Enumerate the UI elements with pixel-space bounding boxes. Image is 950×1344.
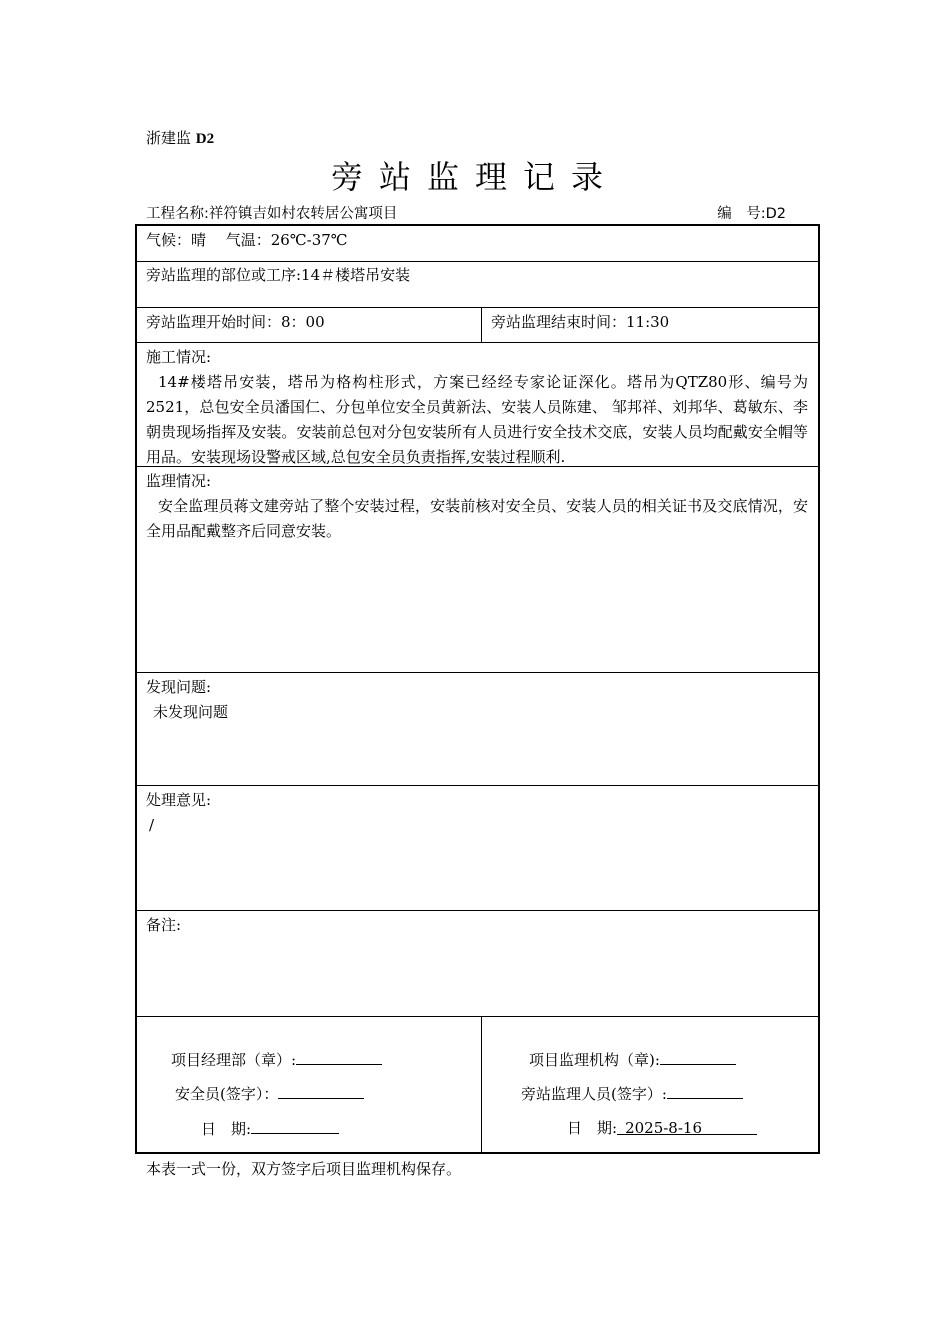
row-divider xyxy=(137,785,818,786)
left-date-blank[interactable] xyxy=(251,1117,339,1134)
opinion-body: / xyxy=(149,816,155,834)
page-title: 旁站监理记录 xyxy=(330,158,619,196)
record-number xyxy=(717,202,786,223)
supervisor-label: 旁站监理人员(签字）: xyxy=(521,1085,667,1103)
record-number-value: D2 xyxy=(765,206,786,222)
record-number-label: 编 号: xyxy=(717,206,766,222)
form-code xyxy=(146,127,214,148)
remarks-label: 备注: xyxy=(146,916,182,934)
org-seal-label: 项目监理机构（章): xyxy=(529,1051,660,1069)
row-divider xyxy=(137,1016,818,1017)
project-label: 工程名称: xyxy=(146,206,209,222)
safety-officer-label: 安全员(签字）： xyxy=(175,1085,279,1103)
construction-label: 施工情况: xyxy=(146,348,212,366)
safety-officer-blank[interactable] xyxy=(278,1082,364,1099)
weather-cell: 气候：晴 气温：26℃-37℃ xyxy=(146,231,348,249)
supervisor-line xyxy=(521,1082,743,1104)
issues-body: 未发现问题 xyxy=(153,703,229,721)
right-date-line xyxy=(567,1117,757,1138)
safety-officer-line xyxy=(175,1082,364,1104)
left-date-label: 日 期: xyxy=(201,1120,252,1138)
column-divider xyxy=(481,1016,482,1154)
dept-seal-label: 项目经理部（章）: xyxy=(171,1051,297,1069)
issues-label: 发现问题: xyxy=(146,678,212,696)
row-divider xyxy=(137,307,818,308)
row-divider xyxy=(137,672,818,673)
column-divider xyxy=(481,307,482,342)
row-divider xyxy=(137,342,818,343)
project-name: 祥符镇吉如村农转居公寓项目 xyxy=(208,206,398,222)
dept-seal-line xyxy=(171,1048,382,1070)
form-code-id: D2 xyxy=(195,131,215,147)
org-seal-blank[interactable] xyxy=(660,1048,736,1065)
row-divider xyxy=(137,261,818,262)
opinion-label: 处理意见: xyxy=(146,791,212,809)
row-divider xyxy=(137,910,818,911)
end-time-cell: 旁站监理结束时间：11:30 xyxy=(491,313,670,331)
project-row xyxy=(146,202,786,223)
right-date-value[interactable]: 2025-8-16 xyxy=(617,1119,757,1135)
supervisor-blank[interactable] xyxy=(667,1082,743,1099)
construction-body: 14#楼塔吊安装，塔吊为格构柱形式，方案已经经专家论证深化。塔吊为QTZ80形、编号为2521，总包安全员潘国仁、分包单位安全员黄新法、安装人员陈建、 邹邦祥、刘邦华、葛敏东、李朝贵现场指挥及安装。安装前总包对分包安装所有人员进行安全技术交底，安装人员均配戴安全帽等用品。安装现场设警戒区域,总包安全员负责指挥,安装过程顺利. xyxy=(146,373,808,466)
footer-note: 本表一式一份，双方签字后项目监理机构保存。 xyxy=(146,1160,462,1178)
supervision-label: 监理情况: xyxy=(146,472,212,490)
left-date-line xyxy=(201,1117,339,1139)
form-code-prefix: 浙建监 xyxy=(146,129,192,147)
dept-seal-blank[interactable] xyxy=(296,1048,382,1065)
start-time-cell: 旁站监理开始时间：8：00 xyxy=(146,313,325,331)
supervision-body: 安全监理员蒋文建旁站了整个安装过程，安装前核对安全员、安装人员的相关证书及交底情况，安全用品配戴整齐后同意安装。 xyxy=(146,497,808,540)
org-seal-line xyxy=(529,1048,736,1070)
record-table xyxy=(135,224,820,1154)
location-cell: 旁站监理的部位或工序:14＃楼塔吊安装 xyxy=(146,266,411,284)
right-date-label: 日 期: xyxy=(567,1119,618,1137)
